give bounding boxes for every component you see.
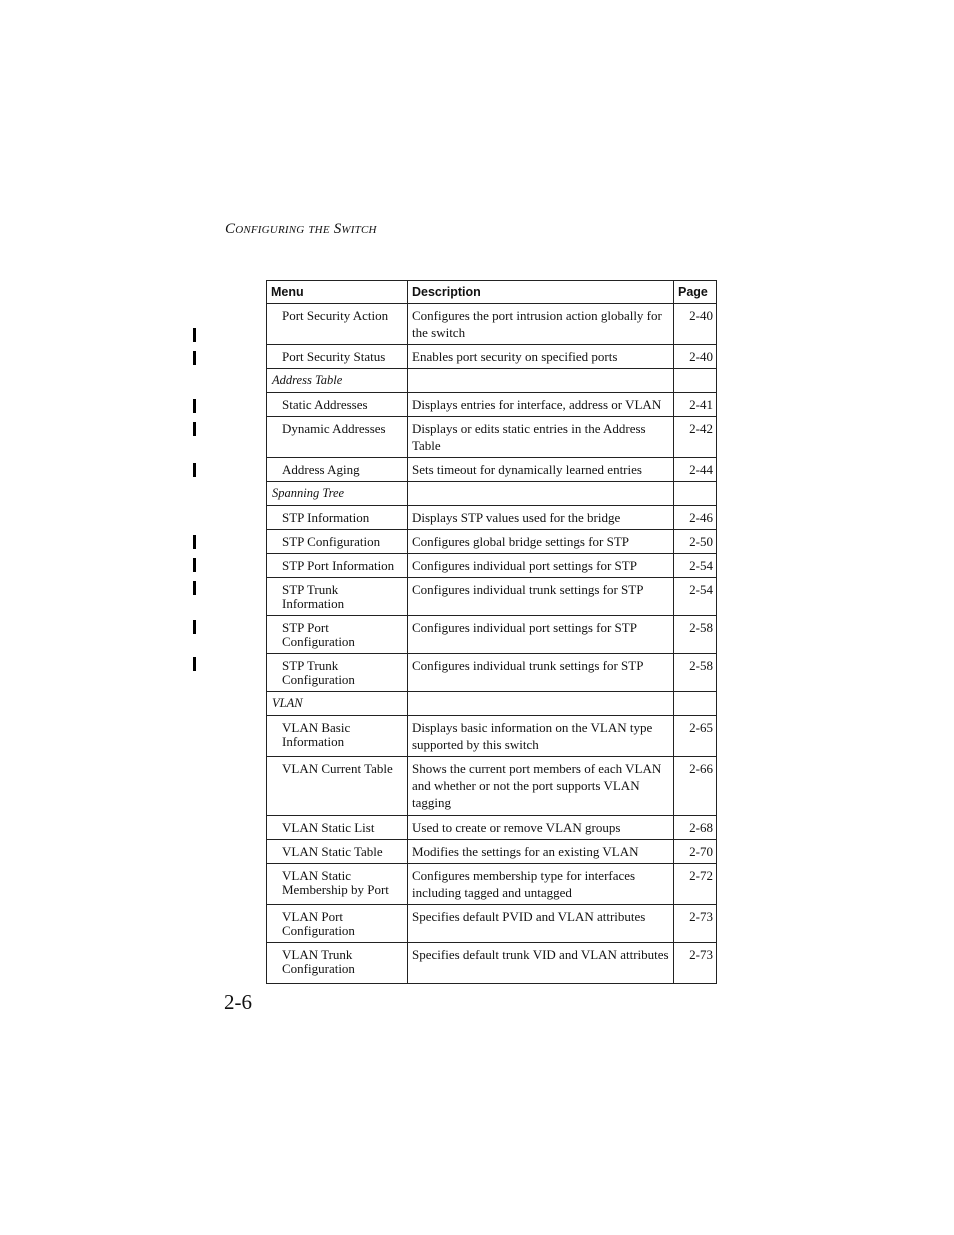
section-label: VLAN [267,692,408,716]
page-cell: 2-58 [674,616,717,654]
page-cell: 2-40 [674,304,717,345]
table-row [267,578,717,616]
empty-cell [408,482,674,506]
menu-cell: VLAN Static Membership by Port [267,864,408,905]
table-row [267,864,717,905]
page-cell: 2-68 [674,816,717,840]
description-cell: Configures individual port settings for STP [408,616,674,654]
section-label: Address Table [267,369,408,393]
menu-cell: VLAN Trunk Configuration [267,943,408,984]
table-header-row [267,281,717,304]
menu-cell: Dynamic Addresses [267,417,408,458]
page-cell: 2-70 [674,840,717,864]
page-number: 2-6 [224,990,252,1014]
page-cell: 2-58 [674,654,717,692]
menu-cell: VLAN Static Table [267,840,408,864]
page-cell: 2-50 [674,530,717,554]
description-cell: Configures the port intrusion action globally for the switch [408,304,674,345]
description-cell: Sets timeout for dynamically learned entries [408,458,674,482]
table-row [267,905,717,943]
menu-cell: Port Security Status [267,345,408,369]
table-row [267,393,717,417]
page-cell: 2-44 [674,458,717,482]
empty-cell [674,692,717,716]
change-bar [193,328,196,342]
page-cell: 2-46 [674,506,717,530]
column-header-page: Page [674,281,717,304]
table-row [267,816,717,840]
table-row [267,554,717,578]
section-row [267,482,717,506]
description-cell: Specifies default trunk VID and VLAN attributes [408,943,674,984]
description-cell: Used to create or remove VLAN groups [408,816,674,840]
menu-cell: STP Information [267,506,408,530]
table-body [267,304,717,984]
running-head: Configuring the Switch [225,221,377,237]
menu-cell: STP Trunk Configuration [267,654,408,692]
description-cell: Enables port security on specified ports [408,345,674,369]
table-row [267,506,717,530]
table-row [267,840,717,864]
menu-cell: Address Aging [267,458,408,482]
change-bar [193,558,196,572]
change-bar [193,620,196,634]
description-cell: Displays basic information on the VLAN type supported by this switch [408,716,674,757]
table-row [267,654,717,692]
description-cell: Modifies the settings for an existing VLAN [408,840,674,864]
column-header-menu: Menu [267,281,408,304]
page-cell: 2-66 [674,757,717,816]
description-cell: Configures individual trunk settings for STP [408,654,674,692]
change-bar [193,422,196,436]
table-row [267,458,717,482]
change-bar [193,399,196,413]
description-cell: Displays STP values used for the bridge [408,506,674,530]
menu-cell: VLAN Basic Information [267,716,408,757]
menu-cell: STP Trunk Information [267,578,408,616]
menu-table [266,280,717,984]
page-cell: 2-40 [674,345,717,369]
page-cell: 2-41 [674,393,717,417]
description-cell: Displays entries for interface, address or VLAN [408,393,674,417]
change-bar [193,535,196,549]
description-cell: Configures global bridge settings for STP [408,530,674,554]
table-row [267,417,717,458]
column-header-description: Description [408,281,674,304]
page-cell: 2-42 [674,417,717,458]
menu-cell: VLAN Static List [267,816,408,840]
table-row [267,716,717,757]
description-cell: Configures individual port settings for STP [408,554,674,578]
table-row [267,345,717,369]
description-cell: Configures individual trunk settings for STP [408,578,674,616]
change-bar [193,581,196,595]
section-label: Spanning Tree [267,482,408,506]
menu-cell: VLAN Current Table [267,757,408,816]
change-bar [193,657,196,671]
change-bar [193,463,196,477]
empty-cell [408,692,674,716]
table-row [267,757,717,816]
table-row [267,304,717,345]
page-cell: 2-73 [674,943,717,984]
description-cell: Specifies default PVID and VLAN attributes [408,905,674,943]
page-cell: 2-65 [674,716,717,757]
menu-cell: STP Configuration [267,530,408,554]
change-bar [193,351,196,365]
table-row [267,616,717,654]
table-row [267,943,717,984]
menu-cell: VLAN Port Configuration [267,905,408,943]
table-row [267,530,717,554]
description-cell: Configures membership type for interfaces including tagged and untagged [408,864,674,905]
page-cell: 2-73 [674,905,717,943]
empty-cell [408,369,674,393]
menu-cell: Port Security Action [267,304,408,345]
empty-cell [674,482,717,506]
description-cell: Shows the current port members of each VLAN and whether or not the port supports VLAN tagging [408,757,674,816]
page-cell: 2-54 [674,578,717,616]
page-cell: 2-72 [674,864,717,905]
menu-cell: STP Port Information [267,554,408,578]
menu-cell: STP Port Configuration [267,616,408,654]
menu-cell: Static Addresses [267,393,408,417]
section-row [267,369,717,393]
page-cell: 2-54 [674,554,717,578]
description-cell: Displays or edits static entries in the Address Table [408,417,674,458]
empty-cell [674,369,717,393]
section-row [267,692,717,716]
